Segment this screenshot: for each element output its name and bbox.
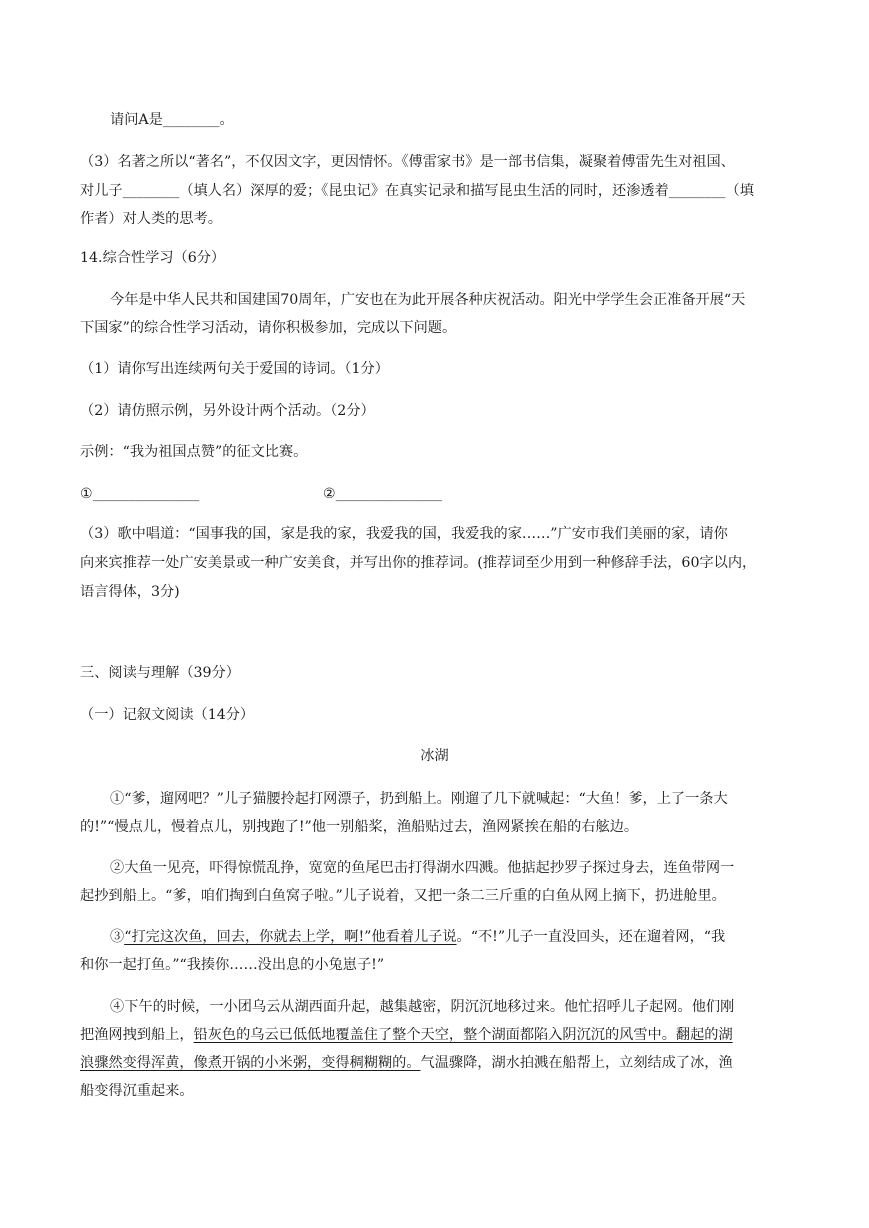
paragraph-marker: ③ xyxy=(110,929,125,945)
question-13-part3-line3: 作者）对人类的思考。 xyxy=(80,211,222,227)
story-paragraph-4-line4: 船变得沉重起来。 xyxy=(80,1083,194,1099)
story-paragraph-4-line1: ④下午的时候，一小团乌云从湖西面升起，越集越密，阴沉沉地移过来。他忙招呼儿子起网。他们刚 xyxy=(110,999,735,1015)
question-14-sub3-line3: 语言得体，3分) xyxy=(80,584,180,600)
underlined-sentence: 浪骤然变得浑黄，像煮开锅的小米粥，变得稠糊糊的。 xyxy=(80,1055,421,1071)
question-14-title: 14.综合性学习（6分） xyxy=(80,250,226,266)
answer-blank-1: ①_______________ xyxy=(80,486,200,502)
section-3-title: 三、阅读与理解（39分） xyxy=(80,665,240,681)
question-14-intro-line1: 今年是中华人民共和国建国70周年，广安也在为此开展各种庆祝活动。阳光中学学生会正准备开展“天 xyxy=(110,292,746,308)
question-13-part3-line1: （3）名著之所以“著名”，不仅因文字，更因情怀。《傅雷家书》是一部书信集，凝聚着傅雷先生对祖国、 xyxy=(80,154,735,170)
paragraph-text: 气温骤降，湖水拍溅在船帮上，立刻结成了冰，渔 xyxy=(420,1055,733,1071)
question-14-sub3-line2: 向来宾推荐一处广安美景或一种广安美食，并写出你的推荐词。(推荐词至少用到一种修辞手法，60字以内， xyxy=(80,555,757,571)
underlined-sentence: “打完这次鱼，回去，你就去上学，啊!”他看着儿子说 xyxy=(124,929,457,945)
story-paragraph-4-line2 xyxy=(80,1025,733,1045)
section-3-subtitle: （一）记叙文阅读（14分） xyxy=(80,707,255,723)
question-14-intro-line2: 下国家”的综合性学习活动，请你积极参加，完成以下问题。 xyxy=(80,320,457,336)
story-paragraph-4-line3 xyxy=(80,1053,733,1073)
story-paragraph-3-line1 xyxy=(110,927,725,947)
story-paragraph-1-line2: 的!”“慢点儿，慢着点儿，别拽跑了!”他一别船桨，渔船贴过去，渔网紧挨在船的右舷边。 xyxy=(80,819,639,835)
question-13-ask-a: 请问A是________。 xyxy=(110,112,234,128)
question-14-sub1: （1）请你写出连续两句关于爱国的诗词。（1分） xyxy=(80,361,389,377)
paragraph-text: 。“不!”儿子一直没回头，还在遛着网，“我 xyxy=(456,929,726,945)
question-14-sub2: （2）请仿照示例，另外设计两个活动。（2分） xyxy=(80,403,375,419)
question-14-example: 示例：“我为祖国点赞”的征文比赛。 xyxy=(80,444,308,460)
story-paragraph-1-line1: ①“爹，遛网吧？”儿子猫腰拎起打网漂子，扔到船上。刚遛了几下就喊起：“大鱼！爹，上了一条大 xyxy=(110,791,728,807)
story-paragraph-2-line1: ②大鱼一见亮，吓得惊慌乱挣，宽宽的鱼尾巴击打得湖水四溅。他掂起抄罗子探过身去，连鱼带网一 xyxy=(110,860,735,876)
answer-blank-2: ②_______________ xyxy=(323,486,443,502)
question-13-part3-line2: 对儿子________（填人名）深厚的爱；《昆虫记》在真实记录和描写昆虫生活的同时，还渗透着________（填 xyxy=(80,183,754,199)
story-paragraph-3-line2: 和你一起打鱼。”“我揍你……没出息的小兔崽子!” xyxy=(80,957,385,973)
story-title: 冰湖 xyxy=(420,748,449,764)
underlined-sentence: 铅灰色的乌云已低低地覆盖住了整个天空，整个湖面都陷入阴沉沉的风雪中。翻起的湖 xyxy=(193,1027,733,1043)
story-paragraph-2-line2: 起抄到船上。“爹，咱们掏到白鱼窝子啦。”儿子说着，又把一条二三斤重的白鱼从网上摘下，扔进舱里。 xyxy=(80,888,726,904)
paragraph-text: 把渔网拽到船上， xyxy=(80,1027,194,1043)
question-14-sub3-line1: （3）歌中唱道：“国事我的国，家是我的家，我爱我的国，我爱我的家……”广安市我们美丽的家，请你 xyxy=(80,526,728,542)
